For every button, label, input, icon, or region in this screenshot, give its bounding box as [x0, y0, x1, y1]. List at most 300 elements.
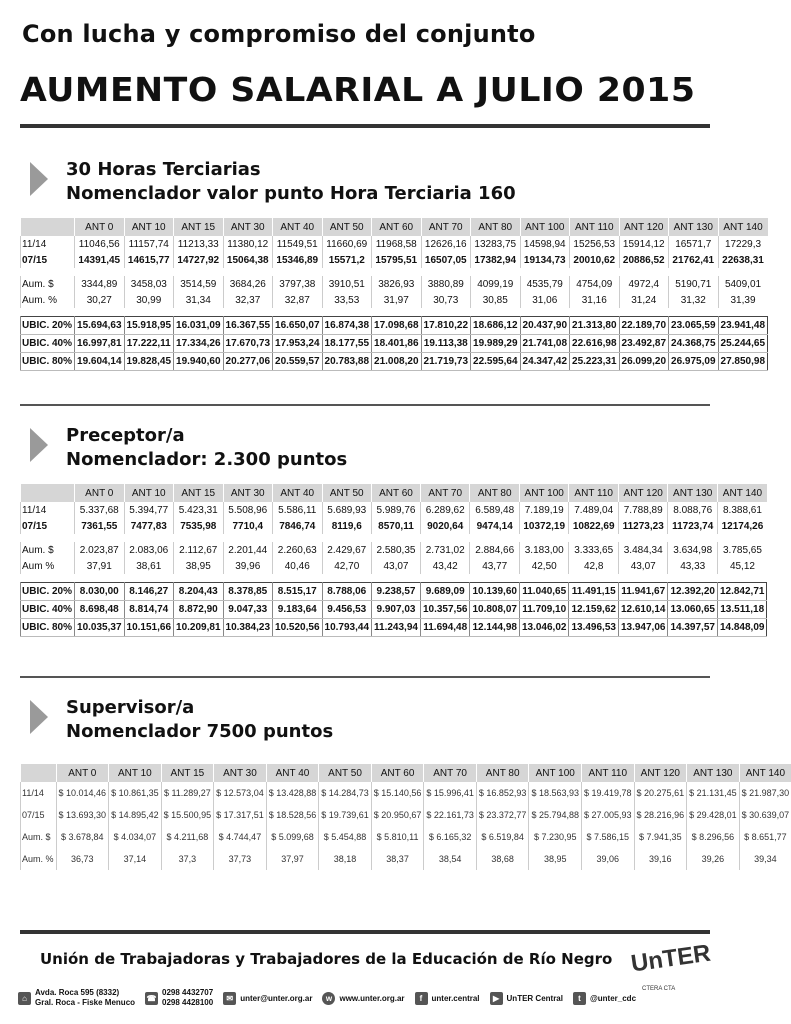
tagline: Con lucha y compromiso del conjunto [22, 20, 536, 48]
phones [145, 988, 213, 1008]
table-cell: 3458,03 [124, 276, 174, 292]
table-row [21, 826, 791, 848]
table-cell: 2.884,66 [470, 542, 520, 558]
table-cell: 9.456,53 [322, 601, 372, 619]
table-cell: $ 21.131,45 [687, 782, 740, 804]
youtube[interactable] [490, 992, 563, 1005]
table-cell: 5.689,93 [322, 502, 372, 518]
table-cell: 30,99 [124, 292, 174, 308]
column-header: ANT 10 [109, 764, 162, 782]
column-header: ANT 120 [618, 484, 668, 502]
table-cell: 11.709,10 [519, 601, 569, 619]
row-label: UBIC. 80% [21, 619, 75, 637]
table-cell: 8.814,74 [124, 601, 174, 619]
table-cell: 15.694,63 [75, 317, 125, 335]
section-title-line2: Nomenclador 7500 puntos [66, 721, 334, 742]
table-cell: 24.347,42 [520, 353, 570, 371]
table-cell: 8.030,00 [75, 583, 125, 601]
row-label: Aum. $ [21, 826, 57, 848]
ubic-row [21, 619, 767, 637]
column-header: ANT 0 [75, 484, 125, 502]
table-cell: 22.616,98 [570, 335, 620, 353]
table-cell: $ 21.987,30 [739, 782, 791, 804]
table-cell: 23.941,48 [718, 317, 768, 335]
table-cell: 18.401,86 [372, 335, 422, 353]
table-cell: $ 4.744,47 [214, 826, 267, 848]
table-cell: 24.368,75 [669, 335, 719, 353]
table-cell: 37,73 [214, 848, 267, 870]
ubicacion-block [21, 317, 768, 371]
table-cell: $ 25.794,88 [529, 804, 582, 826]
table-cell: $ 18.528,56 [266, 804, 319, 826]
row-label: UBIC. 80% [21, 353, 75, 371]
table-cell: 36,73 [56, 848, 109, 870]
row-label: Aum. $ [21, 542, 75, 558]
table-cell: 25.223,31 [570, 353, 620, 371]
table-cell: 9.238,57 [372, 583, 421, 601]
contact-bar [18, 988, 718, 1008]
table-cell: 3344,89 [75, 276, 125, 292]
column-header: ANT 80 [476, 764, 529, 782]
twitter-link[interactable]: @unter_cdc [589, 993, 637, 1003]
table-cell: $ 20.950,67 [371, 804, 424, 826]
table-cell: 17382,94 [471, 252, 521, 268]
table-cell: 15571,2 [322, 252, 372, 268]
section-header [20, 696, 710, 764]
mail-icon: ✉ [223, 992, 236, 1005]
table-cell: 10.384,23 [223, 619, 273, 637]
table-cell: 14.397,57 [668, 619, 718, 637]
column-header: ANT 70 [421, 218, 471, 236]
table-cell: 4972,4 [619, 276, 669, 292]
table-cell: 31,39 [718, 292, 768, 308]
table-cell: 42,70 [322, 558, 372, 574]
email[interactable] [223, 992, 312, 1005]
website[interactable] [322, 992, 404, 1005]
column-header: ANT 70 [424, 764, 477, 782]
ubic-row [21, 317, 768, 335]
column-header: ANT 50 [322, 484, 372, 502]
table-row [21, 782, 791, 804]
table-cell: 11.040,65 [519, 583, 569, 601]
table-cell: $ 27.005,93 [581, 804, 634, 826]
spacer-row [21, 308, 768, 317]
table-cell: 30,73 [421, 292, 471, 308]
table-cell: 38,18 [319, 848, 372, 870]
table-cell: 4535,79 [520, 276, 570, 292]
table-cell: 19.828,45 [124, 353, 174, 371]
table-cell: $ 14.895,42 [109, 804, 162, 826]
table-cell: 3.785,65 [717, 542, 767, 558]
table-cell: 11157,74 [124, 236, 174, 252]
table-cell: 37,3 [161, 848, 214, 870]
table-cell: 16571,7 [669, 236, 719, 252]
table-cell: 13283,75 [471, 236, 521, 252]
column-header: ANT 130 [669, 218, 719, 236]
table-cell: 26.099,20 [619, 353, 669, 371]
table-cell: 11.941,67 [618, 583, 668, 601]
table-cell: 14727,92 [174, 252, 224, 268]
section-title [66, 424, 347, 472]
table-cell: 20.277,06 [223, 353, 273, 371]
table-cell: 10.035,37 [75, 619, 125, 637]
column-header: ANT 10 [124, 218, 174, 236]
column-header: ANT 15 [174, 218, 224, 236]
table-cell: 25.244,65 [718, 335, 768, 353]
table-cell: 3.183,00 [519, 542, 569, 558]
table-cell: 10822,69 [569, 518, 619, 534]
table-cell: 13.511,18 [717, 601, 767, 619]
table-cell: $ 20.275,61 [634, 782, 687, 804]
column-header: ANT 15 [161, 764, 214, 782]
table-cell: 12626,16 [421, 236, 471, 252]
ubic-row [21, 335, 768, 353]
column-header: ANT 70 [420, 484, 470, 502]
table-row [21, 236, 768, 252]
address [18, 988, 135, 1008]
table-cell: 8.698,48 [75, 601, 125, 619]
table-cell: 20886,52 [619, 252, 669, 268]
table-cell: 37,91 [75, 558, 125, 574]
table-cell: 7846,74 [273, 518, 323, 534]
column-header: ANT 110 [570, 218, 620, 236]
table-cell: 26.975,09 [669, 353, 719, 371]
table-cell: 43,07 [372, 558, 421, 574]
table-cell: $ 10.014,46 [56, 782, 109, 804]
table-cell: 31,32 [669, 292, 719, 308]
table-cell: 10.357,56 [420, 601, 470, 619]
table-cell: 10.793,44 [322, 619, 372, 637]
table-cell: 7477,83 [124, 518, 174, 534]
youtube-link[interactable]: UnTER Central [506, 993, 563, 1003]
table-cell: 12.392,20 [668, 583, 718, 601]
table-cell: $ 29.428,01 [687, 804, 740, 826]
header-row [21, 218, 768, 236]
facebook[interactable] [415, 992, 480, 1005]
table-cell: 3.333,65 [569, 542, 619, 558]
table-cell: 43,42 [420, 558, 470, 574]
table-cell: 15795,51 [372, 252, 422, 268]
table-cell: 17.810,22 [421, 317, 471, 335]
column-header: ANT 60 [371, 764, 424, 782]
section-title-line1: Supervisor/a [66, 697, 195, 718]
section-preceptor [20, 424, 765, 637]
column-header: ANT 40 [273, 218, 323, 236]
table-cell: 4099,19 [471, 276, 521, 292]
section-supervisor [20, 696, 790, 870]
table-cell: 17.953,24 [273, 335, 323, 353]
table-cell: $ 19.419,78 [581, 782, 634, 804]
table-cell: 11549,51 [273, 236, 323, 252]
table-cell: 3684,26 [223, 276, 273, 292]
table-cell: 12.144,98 [470, 619, 520, 637]
table-cell: 32,87 [273, 292, 323, 308]
table-cell: 20010,62 [570, 252, 620, 268]
column-header: ANT 100 [529, 764, 582, 782]
twitter[interactable] [573, 992, 636, 1005]
table-cell: 8.088,76 [668, 502, 718, 518]
table-cell: $ 22.161,73 [424, 804, 477, 826]
table-row [21, 292, 768, 308]
table-cell: 7535,98 [174, 518, 224, 534]
table-cell: 3826,93 [372, 276, 422, 292]
table-cell: 10.151,66 [124, 619, 174, 637]
table-cell: 31,34 [174, 292, 224, 308]
column-header: ANT 15 [174, 484, 224, 502]
table-cell: 5409,01 [718, 276, 768, 292]
table-cell: $ 23.372,77 [476, 804, 529, 826]
table-cell: 12.842,71 [717, 583, 767, 601]
table-cell: 8.204,43 [174, 583, 224, 601]
table-cell: 8.788,06 [322, 583, 372, 601]
table-cell: 31,06 [520, 292, 570, 308]
table-cell: 5.989,76 [372, 502, 421, 518]
table-cell: 3.634,98 [668, 542, 718, 558]
table-row [21, 252, 768, 268]
table-cell: 12174,26 [717, 518, 767, 534]
table-cell: 19.940,60 [174, 353, 224, 371]
home-icon: ⌂ [18, 992, 31, 1005]
header-divider [20, 124, 710, 128]
column-header: ANT 0 [75, 218, 125, 236]
column-header: ANT 50 [319, 764, 372, 782]
table-cell: 11.491,15 [569, 583, 619, 601]
table-cell: 17.670,73 [223, 335, 273, 353]
row-label: Aum. % [21, 292, 75, 308]
svg-text:UnTER: UnTER [629, 939, 713, 978]
table-cell: 5.394,77 [124, 502, 174, 518]
section-header [20, 158, 710, 218]
table-cell: $ 19.739,61 [319, 804, 372, 826]
table-cell: 39,16 [634, 848, 687, 870]
section-header [20, 424, 710, 484]
spacer-row [21, 534, 767, 542]
address-line1: Avda. Roca 595 (8332) [35, 988, 120, 997]
table-cell: 19.989,29 [471, 335, 521, 353]
table-cell: 9.689,09 [420, 583, 470, 601]
youtube-icon: ▶ [490, 992, 503, 1005]
table-cell: 5.423,31 [174, 502, 224, 518]
table-cell: 19134,73 [520, 252, 570, 268]
table-cell: 10.808,07 [470, 601, 520, 619]
table-cell: 2.201,44 [223, 542, 273, 558]
table-cell: 11380,12 [223, 236, 273, 252]
column-header: ANT 100 [520, 218, 570, 236]
column-header: ANT 130 [687, 764, 740, 782]
table-cell: 17.222,11 [124, 335, 174, 353]
column-header: ANT 40 [273, 484, 323, 502]
table-cell: 11.694,48 [420, 619, 470, 637]
table-cell: $ 15.500,95 [161, 804, 214, 826]
table-cell: $ 8.651,77 [739, 826, 791, 848]
facebook-link[interactable]: unter.central [431, 993, 480, 1003]
table-cell: 9020,64 [420, 518, 470, 534]
table-cell: 42,50 [519, 558, 569, 574]
table-cell: $ 5.454,88 [319, 826, 372, 848]
table-cell: 3514,59 [174, 276, 224, 292]
phone-icon: ☎ [146, 993, 157, 1003]
table-cell: 21762,41 [669, 252, 719, 268]
section-divider [20, 404, 710, 406]
table-cell: 13.496,53 [569, 619, 619, 637]
table-cell: 9.047,33 [223, 601, 273, 619]
table-cell: $ 5.099,68 [266, 826, 319, 848]
table-cell: 5.508,96 [223, 502, 273, 518]
table-cell: 23.492,87 [619, 335, 669, 353]
row-label: 07/15 [21, 804, 57, 826]
table-cell: 17229,3 [718, 236, 768, 252]
table-cell: 37,14 [109, 848, 162, 870]
table-cell: 43,07 [618, 558, 668, 574]
table-cell: 11660,69 [322, 236, 372, 252]
table-cell: 14598,94 [520, 236, 570, 252]
table-cell: $ 6.519,84 [476, 826, 529, 848]
ubic-row [21, 353, 768, 371]
column-header: ANT 0 [56, 764, 109, 782]
table-cell: 22638,31 [718, 252, 768, 268]
table-cell: $ 16.852,93 [476, 782, 529, 804]
page-title: AUMENTO SALARIAL A JULIO 2015 [20, 70, 696, 109]
table-cell: 10.139,60 [470, 583, 520, 601]
spacer-row [21, 268, 768, 276]
column-header: ANT 120 [634, 764, 687, 782]
row-label: Aum. % [21, 848, 57, 870]
table-cell: 10.520,56 [273, 619, 323, 637]
table-cell: 17.098,68 [372, 317, 422, 335]
table-cell: 37,97 [266, 848, 319, 870]
row-label: 11/14 [21, 502, 75, 518]
table-row [21, 848, 791, 870]
table-cell: 16.367,55 [223, 317, 273, 335]
table-cell: $ 13.693,30 [56, 804, 109, 826]
table-cell: 11273,23 [618, 518, 668, 534]
table-cell: $ 8.296,56 [687, 826, 740, 848]
column-header: ANT 30 [214, 764, 267, 782]
column-header: ANT 130 [668, 484, 718, 502]
row-label: UBIC. 20% [21, 583, 75, 601]
column-header: ANT 100 [519, 484, 569, 502]
table-cell: 2.429,67 [322, 542, 372, 558]
table-cell: 5.337,68 [75, 502, 125, 518]
table-cell: 43,77 [470, 558, 520, 574]
row-label: UBIC. 20% [21, 317, 75, 335]
header-row [21, 764, 791, 782]
table-cell: 27.850,98 [718, 353, 768, 371]
table-row [21, 542, 767, 558]
table-row [21, 518, 767, 534]
table-cell: $ 4.034,07 [109, 826, 162, 848]
section-title-line2: Nomenclador valor punto Hora Terciaria 160 [66, 183, 516, 204]
table-cell: 11968,58 [372, 236, 422, 252]
arrow-icon [30, 162, 48, 196]
table-cell: 30,27 [75, 292, 125, 308]
table-cell: 16.997,81 [75, 335, 125, 353]
header-row [21, 484, 767, 502]
table-cell: 38,54 [424, 848, 477, 870]
table-cell: 15914,12 [619, 236, 669, 252]
ubic-row [21, 601, 767, 619]
table-cell: 3.484,34 [618, 542, 668, 558]
table-cell: 8570,11 [372, 518, 421, 534]
table-cell: 23.065,59 [669, 317, 719, 335]
section-title [66, 158, 516, 206]
table-cell: $ 14.284,73 [319, 782, 372, 804]
table-cell: 8.872,90 [174, 601, 224, 619]
table-cell: 22.189,70 [619, 317, 669, 335]
table-cell: 2.112,67 [174, 542, 224, 558]
table-cell: 9.907,03 [372, 601, 421, 619]
table-cell: 9.183,64 [273, 601, 323, 619]
table-cell: 2.731,02 [420, 542, 470, 558]
web-icon: w [322, 992, 335, 1005]
table-cell: 21.719,73 [421, 353, 471, 371]
table-cell: 8119,6 [322, 518, 372, 534]
row-label: 07/15 [21, 518, 75, 534]
salary-table [20, 484, 767, 637]
table-cell: 7710,4 [223, 518, 273, 534]
table-cell: 31,24 [619, 292, 669, 308]
phone-1: 0298 4432707 [162, 988, 214, 997]
table-cell: 16.031,09 [174, 317, 224, 335]
ubic-row [21, 583, 767, 601]
table-cell: 21.741,08 [520, 335, 570, 353]
table-row [21, 804, 791, 826]
column-header: ANT 30 [223, 218, 273, 236]
table-cell: 31,97 [372, 292, 422, 308]
svg-text:CTERA CTA: CTERA CTA [642, 986, 676, 992]
section-title-line2: Nomenclador: 2.300 puntos [66, 449, 348, 470]
table-cell: $ 7.586,15 [581, 826, 634, 848]
table-cell: 15346,89 [273, 252, 323, 268]
table-cell: $ 28.216,96 [634, 804, 687, 826]
column-header: ANT 50 [322, 218, 372, 236]
table-cell: 13.060,65 [668, 601, 718, 619]
spacer-row [21, 574, 767, 583]
table-cell: 13.947,06 [618, 619, 668, 637]
table-cell: 39,34 [739, 848, 791, 870]
table-cell: $ 15.140,56 [371, 782, 424, 804]
table-cell: 8.388,61 [717, 502, 767, 518]
table-cell: 11046,56 [75, 236, 125, 252]
section-terciarias [20, 158, 766, 371]
table-cell: 7.788,89 [618, 502, 668, 518]
section-title [66, 696, 333, 744]
web-link[interactable]: www.unter.org.ar [339, 993, 405, 1003]
corner-cell [21, 764, 57, 782]
table-cell: $ 13.428,88 [266, 782, 319, 804]
table-cell: 15064,38 [223, 252, 273, 268]
column-header: ANT 110 [569, 484, 619, 502]
table-cell: 45,12 [717, 558, 767, 574]
table-row [21, 276, 768, 292]
email-link[interactable]: unter@unter.org.ar [240, 993, 313, 1003]
table-cell: 17.334,26 [174, 335, 224, 353]
table-cell: 10.209,81 [174, 619, 224, 637]
table-cell: 18.177,55 [322, 335, 372, 353]
table-cell: 2.083,06 [124, 542, 174, 558]
table-cell: $ 17.317,51 [214, 804, 267, 826]
table-cell: $ 10.861,35 [109, 782, 162, 804]
row-label: 11/14 [21, 782, 57, 804]
salary-table [20, 764, 791, 870]
ubicacion-block [21, 583, 767, 637]
table-cell: $ 5.810,11 [371, 826, 424, 848]
table-cell: $ 7.941,35 [634, 826, 687, 848]
table-cell: 21.008,20 [372, 353, 422, 371]
section-divider [20, 676, 710, 678]
table-cell: 42,8 [569, 558, 619, 574]
table-cell: 7361,55 [75, 518, 125, 534]
